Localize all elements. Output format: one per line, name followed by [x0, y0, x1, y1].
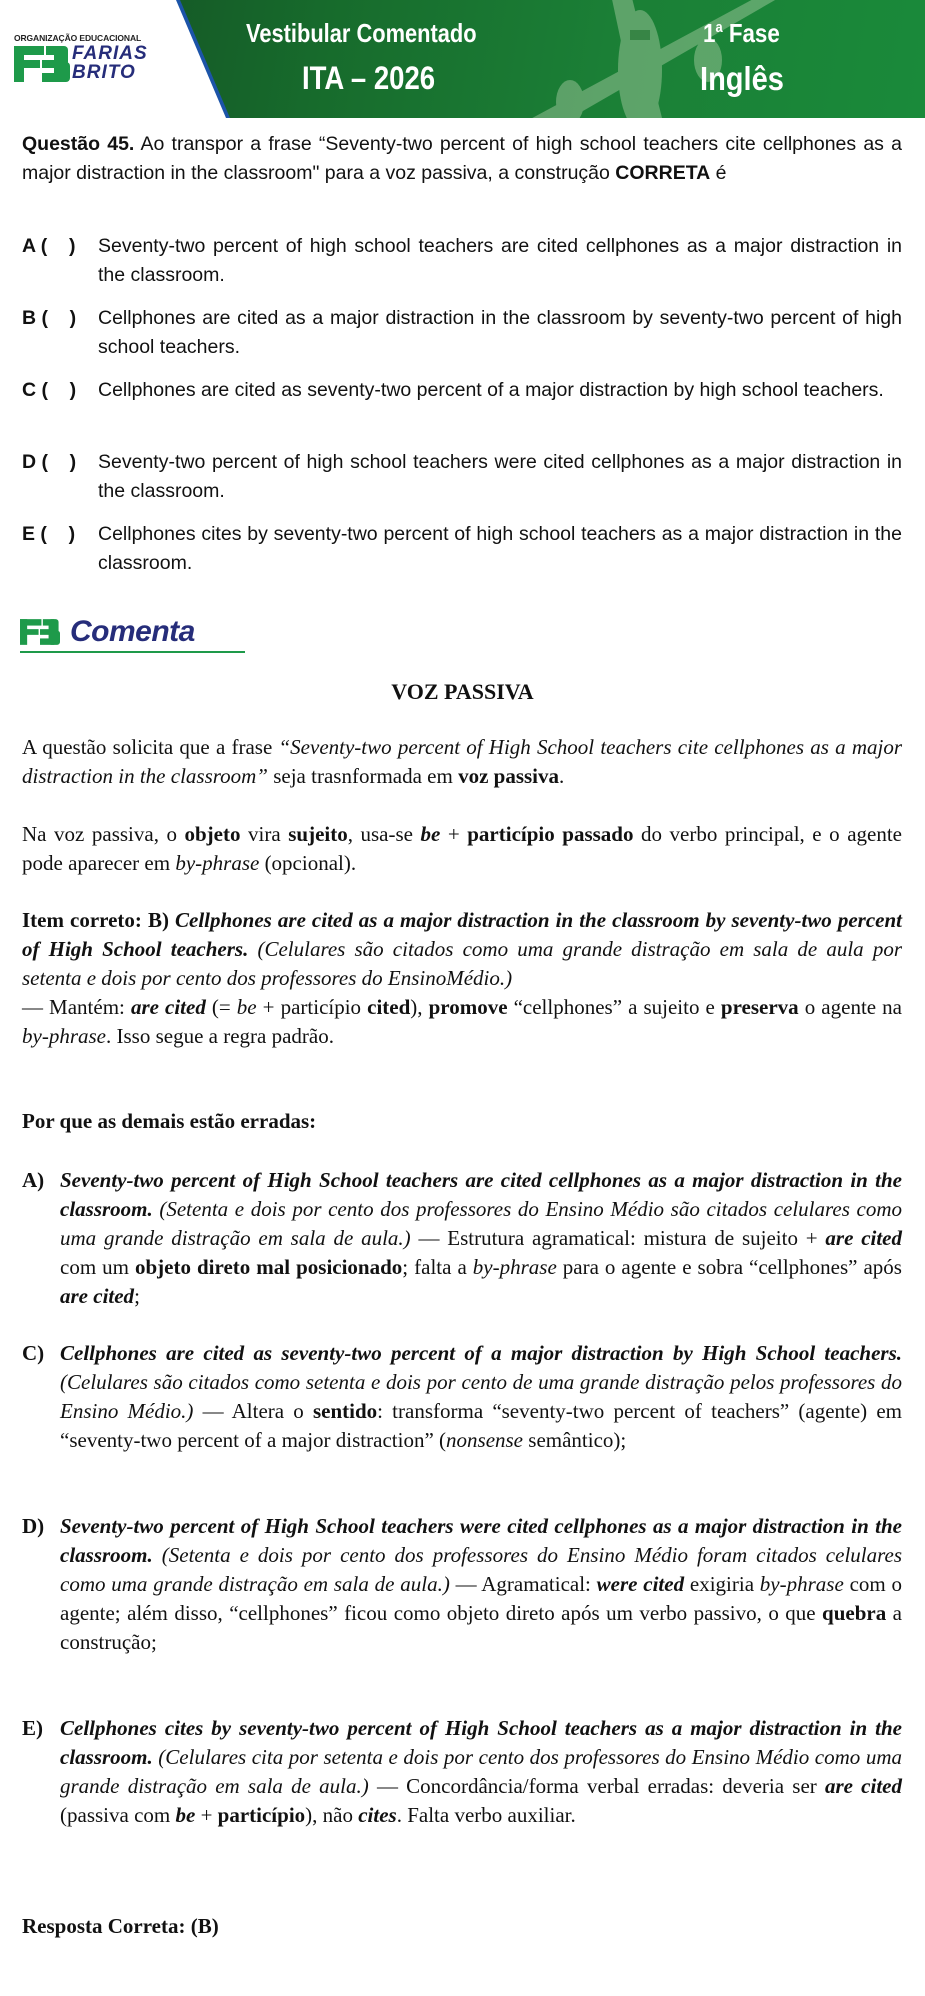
comenta-underline	[20, 651, 245, 653]
option-a[interactable]	[22, 232, 902, 290]
logo-org-text: ORGANIZAÇÃO EDUCACIONAL	[14, 33, 142, 43]
option-letter: E ( )	[22, 523, 76, 545]
logo-word-farias: FARIAS	[72, 43, 148, 64]
text: a construção;	[60, 1601, 903, 1654]
text: : transforma “seventy-two percent of teachers” (agente) em “seventy-two percent of a major distraction” (	[60, 1399, 903, 1452]
header-banner	[0, 0, 925, 118]
emphasis: nonsense	[446, 1428, 524, 1452]
translation: (Celulares são citados como uma grande distração em sala de aula por setenta e dois por cento dos professores do EnsinoMédio.)	[22, 937, 902, 990]
text: . Falta verbo auxiliar.	[396, 1803, 576, 1827]
text: ), não	[305, 1803, 359, 1827]
text: — Agramatical:	[449, 1572, 597, 1596]
wrong-option-e	[22, 1714, 902, 1830]
wrong-sentence: Cellphones cites by seventy-two percent of High School teachers as a major distraction in the classroom.	[60, 1716, 902, 1769]
comenta-label: Comenta	[70, 615, 195, 648]
text: , usa-se	[347, 822, 421, 846]
emphasis: sujeito	[288, 822, 348, 846]
text: do verbo principal, e o agente pode aparecer em	[22, 822, 902, 875]
correct-answer: Resposta Correta: (B)	[22, 1914, 219, 1938]
question-number: Questão 45.	[22, 133, 135, 155]
correct-sentence: Cellphones are cited as a major distraction in the classroom by seventy-two percent of High School teachers.	[22, 908, 902, 961]
option-letter: B ( )	[22, 307, 77, 329]
question-stem	[22, 130, 902, 188]
emphasis: voz passiva	[458, 764, 560, 788]
text: seja trasnformada em	[267, 764, 459, 788]
banner-title: Vestibular Comentado	[246, 18, 477, 48]
text: “cellphones” a sujeito e	[507, 995, 721, 1019]
text: — Estrutura agramatical: mistura de sujeito +	[410, 1226, 826, 1250]
option-text: Cellphones cites by seventy-two percent of high school teachers as a major distraction in the classroom.	[98, 523, 902, 574]
option-d[interactable]	[22, 448, 902, 506]
phase-number: 1	[703, 18, 716, 48]
translation: (Celulares são citados como setenta e dois por cento de uma grande distração pelos professores do Ensino Médio.)	[60, 1370, 902, 1423]
option-text: Seventy-two percent of high school teachers are cited cellphones as a major distraction in the classroom.	[98, 235, 902, 286]
text: +	[195, 1803, 218, 1827]
banner-phase	[703, 18, 780, 49]
option-letter: A ( )	[22, 235, 76, 257]
text: exigiria	[684, 1572, 760, 1596]
emphasis: preserva	[720, 995, 799, 1019]
text: — Mantém:	[22, 995, 131, 1019]
emphasis: by-phrase	[22, 1024, 106, 1048]
emphasis: be	[420, 822, 441, 846]
option-e[interactable]	[22, 520, 902, 578]
commentary-paragraph-1	[22, 733, 902, 791]
text: ; falta a	[402, 1255, 473, 1279]
farias-brito-logo	[14, 30, 164, 90]
correct-item-label: Item correto: B)	[22, 908, 175, 932]
text: vira	[240, 822, 289, 846]
emphasis: are cited	[130, 995, 206, 1019]
text: semântico);	[523, 1428, 627, 1452]
text: — Altera o	[193, 1399, 313, 1423]
emphasis: sentido	[312, 1399, 378, 1423]
text: com um	[60, 1255, 135, 1279]
translation: (Celulares cita por setenta e dois por cento dos professores do Ensino Médio como uma grande distração em sala de aula.)	[60, 1745, 902, 1798]
why-wrong-heading: Por que as demais estão erradas:	[22, 1109, 317, 1133]
text: (passiva com	[60, 1803, 176, 1827]
fb-monogram-icon	[20, 619, 60, 645]
quoted-sentence: “Seventy-two percent of High School teachers cite cellphones as a major distraction in the classroom”	[22, 735, 902, 788]
phase-ordinal: a	[715, 19, 723, 36]
option-letter: D ( )	[22, 451, 77, 473]
emphasis: promove	[428, 995, 508, 1019]
text: . Isso segue a regra padrão.	[105, 1024, 334, 1048]
emphasis: by-phrase	[759, 1572, 844, 1596]
emphasis: cited	[367, 995, 411, 1019]
fb-monogram-icon	[14, 46, 70, 82]
option-c[interactable]	[22, 376, 902, 405]
question-stem-text: Ao transpor a frase “Seventy-two percent of high school teachers cite cellphones as a major distraction in the classroom" para a voz passiva, a construção	[22, 133, 902, 184]
translation: (Setenta e dois por cento dos professores do Ensino Médio são citados celulares como uma grande distração em sala de aula.)	[60, 1197, 902, 1250]
correct-item-explanation	[22, 906, 902, 1051]
option-text: Cellphones are cited as seventy-two percent of a major distraction by high school teachers.	[98, 379, 884, 401]
wrong-option-label: E)	[22, 1716, 43, 1740]
emphasis: be	[236, 995, 257, 1019]
text: + particípio	[256, 995, 368, 1019]
emphasis: particípio	[217, 1803, 306, 1827]
emphasis: by-phrase	[472, 1255, 557, 1279]
wrong-option-a	[22, 1166, 902, 1311]
emphasis: quebra	[822, 1601, 887, 1625]
emphasis: are cited	[825, 1226, 903, 1250]
text: +	[440, 822, 468, 846]
wrong-sentence: Seventy-two percent of High School teachers were cited cellphones as a major distraction in the classroom.	[60, 1514, 902, 1567]
text: (=	[205, 995, 237, 1019]
text: com o agente; além disso, “cellphones” ficou como objeto direto após um verbo passivo, o que	[60, 1572, 903, 1625]
text: — Concordância/forma verbal erradas: deveria ser	[368, 1774, 825, 1798]
text: (opcional).	[259, 851, 357, 875]
commentary-title: VOZ PASSIVA	[391, 679, 534, 704]
wrong-option-d	[22, 1512, 902, 1657]
option-letter: C ( )	[22, 379, 77, 401]
banner-exam: ITA – 2026	[302, 60, 436, 96]
emphasis: are cited	[60, 1284, 135, 1308]
text: Na voz passiva, o	[22, 822, 185, 846]
emphasis: by-phrase	[175, 851, 260, 875]
text: ;	[134, 1284, 140, 1308]
wrong-option-c	[22, 1339, 902, 1455]
commentary-paragraph-2	[22, 820, 902, 878]
question-stem-bold: CORRETA	[615, 162, 711, 184]
comenta-logo	[20, 617, 250, 655]
wrong-sentence: Cellphones are cited as seventy-two percent of a major distraction by High School teachers.	[60, 1341, 902, 1365]
wrong-sentence: Seventy-two percent of High School teachers are cited cellphones as a major distraction in the classroom.	[60, 1168, 902, 1221]
text: o agente na	[798, 995, 902, 1019]
option-text: Seventy-two percent of high school teachers were cited cellphones as a major distraction in the classroom.	[98, 451, 902, 502]
wrong-option-label: D)	[22, 1514, 45, 1538]
emphasis: cites	[358, 1803, 397, 1827]
text: ),	[410, 995, 429, 1019]
text: .	[559, 764, 565, 788]
emphasis: are cited	[824, 1774, 902, 1798]
emphasis: objeto	[184, 822, 241, 846]
logo-word-brito: BRITO	[72, 62, 136, 83]
phase-label: Fase	[728, 18, 780, 48]
text: A questão solicita que a frase	[22, 735, 279, 759]
emphasis: be	[175, 1803, 196, 1827]
wrong-option-label: C)	[22, 1341, 45, 1365]
banner-subject: Inglês	[700, 60, 784, 97]
option-b[interactable]	[22, 304, 902, 362]
wrong-option-label: A)	[22, 1168, 45, 1192]
emphasis: were cited	[596, 1572, 685, 1596]
translation: (Setenta e dois por cento dos professores do Ensino Médio foram citados celulares como uma grande distração em sala de aula.)	[60, 1543, 902, 1596]
emphasis: particípio passado	[467, 822, 634, 846]
text: para o agente e sobra “cellphones” após	[556, 1255, 902, 1279]
emphasis: objeto direto mal posicionado	[135, 1255, 403, 1279]
question-stem-tail: é	[715, 162, 727, 184]
option-text: Cellphones are cited as a major distraction in the classroom by seventy-two percent of high school teachers.	[98, 307, 902, 358]
